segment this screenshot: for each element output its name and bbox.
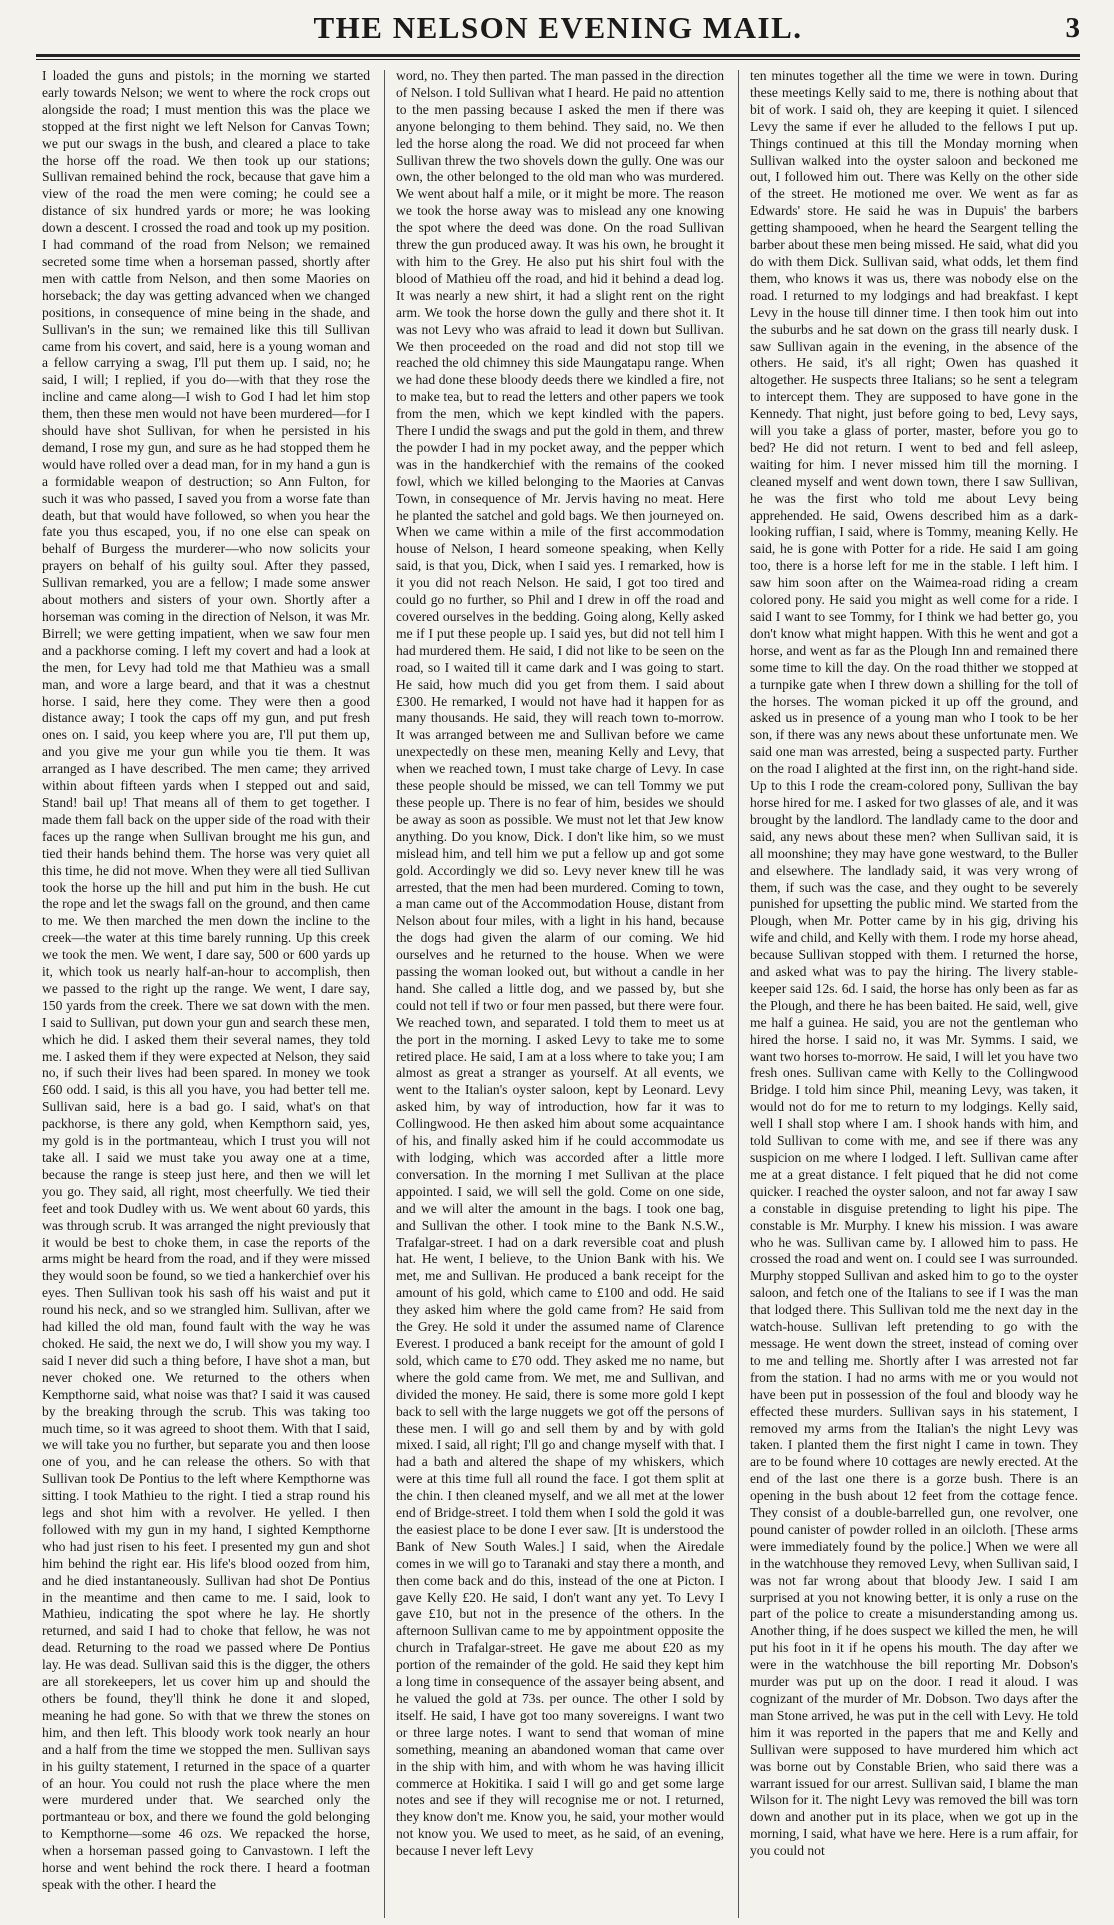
masthead-rule-thin [36,59,1080,60]
page-number: 3 [1065,12,1080,44]
newspaper-title: THE NELSON EVENING MAIL. [313,10,803,45]
masthead-rule-thick [36,54,1080,57]
column-2-text: word, no. They then parted. The man passed in the direction of Nelson. I told Sullivan what I heard. He paid no attention to the men passing because I asked the men if there was anyone belonging to them behind. They said, no. We then led the horse along the road. We did not proceed far when Sullivan threw the two shovels down the gully. One was our own, the other belonged to the old man who was murdered. We went about half a mile, or it might be more. The reason we took the horse away was to mislead any one knowing the spot where the deed was done. On the road Sullivan threw the gun produced away. It was his own, he brought it with him to the Grey. He also put his shirt foul with the blood of Mathieu off the road, and hid it behind a dead log. It was nearly a new shirt, it had a slight rent on the right arm. We took the horse down the gully and there shot it. It was not Levy who was afraid to lead it down but Sullivan. We then proceeded on the road and did not stop till we reached the old chimney this side Maungatapu range. When we had done these bloody deeds there we kindled a fire, not to make tea, but to read the letters and other papers we took from the men, which we kept kindled with the papers. There I undid the swags and put the gold in them, and threw the powder I had in my pocket away, and the pepper which was in the handkerchief with the remains of the cooked fowl, which we killed belonging to the Maories at Canvas Town, in consequence of Mr. Jervis having no meat. Here he planted the satchel and gold bags. We then journeyed on. When we came within a mile of the first accommodation house of Nelson, I heard someone speaking, when Kelly said, is that you, Dick, when I said yes. I remarked, how is it you did not reach Nelson. He said, I got too tired and could go no further, so Phil and I drew in off the road and covered ourselves in the bedding. Going along, Kelly asked me if I put these people up. I said yes, but did not tell him I had murdered them. He said, I did not like to be seen on the road, so I waited till it came dark and I was going to start. He said, how much did you get from them. I said about £300. He remarked, I would not have had it happen for as many thousands. He said, they will reach town to-morrow. It was arranged between me and Sullivan before we came unexpectedly on these men, meaning Kelly and Levy, that when we reached town, I must take charge of Levy. In case these people should be missed, we can tell Tommy we put these people up. There is no fear of him, besides we should be away as soon as possible. We must not let that Jew know anything. Do you know, Dick. I don't like him, so we must mislead him, and tell him we put a fellow up and got some gold. Accordingly we did so. Levy never knew till he was arrested, that the men had been murdered. Coming to town, a man came out of the Accommodation House, distant from Nelson about four miles, with a light in his hand, because the dogs had given the alarm of our coming. We hid ourselves and he returned to the house. When we were passing the woman looked out, but without a candle in her hand. She called a little dog, and we passed by, but she could not tell if two or four men passed, but there were four. We reached town, and separated. I told them to meet us at the port in the morning. I asked Levy to take me to some retired place. He said, I am at a loss where to take you; I am almost as great a stranger as yourself. At all events, we went to the Italian's oyster saloon, kept by Leonard. Levy asked him, by way of introduction, how far it was to Collingwood. He then asked him about some acquaintance of his, and finally asked him if he could accommodate us with lodging, which was accorded after a little more conversation. In the morning I met Sullivan at the place appointed. I said, we will sell the gold. Come on one side, and we will alter the amount in the bags. I took one bag, and Sullivan the other. I took mine to the Bank N.S.W., Trafalgar-street. I had on a dark reversible coat and plush hat. He went, I believe, to the Union Bank with his. We met, me and Sullivan. He produced a bank receipt for the amount of his gold, which came to £100 and odd. He said they asked him where the gold came from? He said from the Grey. He sold it under the assumed name of Clarence Everest. I produced a bank receipt for the amount of gold I sold, which came to £70 odd. They asked me no name, but where the gold came from. We met, me and Sullivan, and divided the money. He said, there is some more gold I kept back to sell with the large nuggets we got off the persons of these men. I will go and sell them by and by with gold mixed. I said, all right; I'll go and change myself with that. I had a bath and altered the shape of my whiskers, which were at this time full all round the face. I got them split at the chin. I then cleaned myself, and we all met at the lower end of Bridge-street. I told them when I sold the gold it was the easiest place to be done I ever saw. [It is understood the Bank of New South Wales.] I said, when the Airedale comes in we will go to Taranaki and stay there a month, and then come back and do this, instead of the one at Picton. I gave Kelly £20. He said, I don't want any yet. To Levy I gave £10, but not in the presence of the others. In the afternoon Sullivan came to me by appointment opposite the church in Trafalgar-street. He gave me about £20 as my portion of the remainder of the gold. He said they kept him a long time in consequence of the assayer being absent, and he valued the gold at 73s. per ounce. The other I sold by itself. He said, I have got too many sovereigns. I want two or three large notes. I want to send that woman of mine something, meaning an abandoned woman that came over in the ship with him, and with whom he was having illicit commerce at Hokitika. I said I will go and get some large notes and see if they will recognise me or not. I returned, they know don't me. Know you, he said, your mother would not know you. We used to meet, as he said, of an evening, because I never left Levy [396,68,724,1859]
column-1-text: I loaded the guns and pistols; in the morning we started early towards Nelson; we went to where the rock crops out alongside the road; I must mention this was the place we stopped at the first night we left Nelson for Canvas Town; we put our swags in the bush, and cleared a place to take the horse off the road. We then took up our stations; Sullivan remained behind the rock, because that gave him a view of the road the men were coming; he could see a distance of six hundred yards or more; he was looking down a descent. I crossed the road and took up my position. I had command of the road from Nelson; we remained secreted some time when a horseman passed, shortly after men with cattle from Nelson, and then some Maories on horseback; the day was getting advanced when we changed positions, in consequence of mine being in the shade, and Sullivan's in the sun; we remained like this till Sullivan came from his covert, and said, here is a young woman and a fellow carrying a swag, I'll put them up. I said, no; he said, I will; I replied, if you do—with that they rose the incline and came along—I wish to God I had let him stop them, then these men would not have been murdered—for I should have shot Sullivan, for when he persisted in his demand, I rose my gun, and sure as he had stopped them he would have rolled over a dead man, for in my hand a gun is a formidable weapon of destruction; so Ann Fulton, for such it was who passed, I saved you from a worse fate than death, but that would have followed, so when you hear the fate you thus escaped, you, if no one else can speak on behalf of Burgess the murderer—who now solicits your prayers on behalf of his guilty soul. After they passed, Sullivan remarked, you are a fellow; I made some answer about mothers and sisters of your own. Shortly after a horseman was coming in the direction of Nelson, it was Mr. Birrell; we were getting impatient, when we saw four men and a packhorse coming. I left my covert and had a look at the men, for Levy had told me that Mathieu was a small man, and wore a large beard, and that it was a chestnut horse. I said, here they come. They were then a good distance away; I took the caps off my gun, and put fresh ones on. I said, you keep where you are, I'll put them up, and you give me your gun while you tie them. It was arranged as I have described. The men came; they arrived within about fifteen yards when I stepped out and said, Stand! bail up! That means all of them to get together. I made them fall back on the upper side of the road with their faces up the range when Sullivan brought me his gun, and tied their hands behind them. The horse was very quiet all this time, he did not move. When they were all tied Sullivan took the horse up the hill and put him in the bush. He cut the rope and let the swags fall on the ground, and then came to me. We then marched the men down the incline to the creek—the water at this time barely running. Up this creek we took the men. We went, I dare say, 500 or 600 yards up it, which took us nearly half-an-hour to accomplish, then we passed to the right up the range. We went, I dare say, 150 yards from the creek. There we sat down with the men. I said to Sullivan, put down your gun and search these men, which he did. I asked them their several names, they told me. I asked them if they were expected at Nelson, they said no, if such their lives had been spared. In money we took £60 odd. I said, is this all you have, you had better tell me. Sullivan said, here is a bad go. I said, what's on that packhorse, is there any gold, when Kempthorn said, yes, my gold is in the portmanteau, which I trust you will not take all. I said we must take you away one at a time, because the range is steep just here, and then we will let you go. They said, all right, most cheerfully. We tied their feet and took Dudley with us. We went about 60 yards, this was through scrub. It was arranged the night previously that it would be best to choke them, in case the reports of the arms might be heard from the road, and if they were missed they would soon be found, so we tied a hankerchief over his eyes. Then Sullivan took his sash off his waist and put it round his neck, and so we strangled him. Sullivan, after we had killed the old man, found fault with the way he was choked. He said, the next we do, I will show you my way. I said I never did such a thing before, I have shot a man, but never choked one. We returned to the others when Kempthorne said, what noise was that? I said it was caused by the breaking through the scrub. This was taking too much time, so it was agreed to shoot them. With that I said, we will take you no further, but separate you and then loose one of you, and he can release the others. So with that Sullivan took De Pontius to the left where Kempthorne was sitting. I took Mathieu to the right. I tied a strap round his legs and shot him with a revolver. He yelled. I then followed with my gun in my hand, I sighted Kempthorne who had just risen to his feet. I presented my gun and shot him behind the right ear. His life's blood oozed from him, and he died instantaneously. Sullivan had shot De Pontius in the meantime and then came to me. I said, look to Mathieu, indicating the spot where he lay. He shortly returned, and said I had to choke that fellow, he was not dead. Returning to the road we passed where De Pontius lay. He was dead. Sullivan said this is the digger, the others are all storekeepers, let us cover him up and should the others be found, they'll think he done it and sloped, meaning he had gone. So with that we threw the stones on him, and then left. This bloody work took nearly an hour and a half from the time we stopped the men. Sullivan says in his guilty statement, I returned in the space of a quarter of an hour. You could not rush the place where the men were murdered under that. We searched only the portmanteau or box, and there we found the gold belonging to Kempthorne—some 46 ozs. We repacked the horse, when a horseman passed going to Canvastown. I left the horse and went behind the rock there. I heard a footman speak with the other. I heard the [42,68,370,1892]
article-columns [42,68,1078,1920]
masthead [36,8,1080,54]
column-1 [42,68,370,1920]
column-3-text: ten minutes together all the time we were in town. During these meetings Kelly said to me, there is nothing about that bit of work. I said oh, they are keeping it quiet. I silenced Levy the same if ever he alluded to the fellows I put up. Things continued at this till the Monday morning when Sullivan walked into the oyster saloon and beckoned me out, I followed him out. There was Kelly on the other side of the street. He motioned me over. We went as far as Edwards' store. He said he was in Dupuis' the barbers getting shampooed, when he heard the Seargent telling the barber about these men being missed. He said, what did you do with them Dick. Sullivan said, what odds, let them find them, who knows it was us, there was nobody else on the road. I returned to my lodgings and had breakfast. I kept Levy in the house till dinner time. I then took him out into the suburbs and he sat down on the grass till nearly dusk. I saw Sullivan again in the evening, in the absence of the others. He said, it's all right; Owen has quashed it altogether. He suspects three Italians; so he sent a telegram to intercept them. They are supposed to have gone in the Kennedy. That night, just before going to bed, Levy says, will you take a glass of porter, master, before you go to bed? He did not return. I went to bed and fell asleep, waiting for him. I never missed him till the morning. I cleaned myself and went down town, there I saw Sullivan, he was the first who told me about Levy being apprehended. He said, Owens described him as a dark-looking ruffian, I said, where is Tommy, meaning Kelly. He said, he is gone with Potter for a ride. He said I am going too, there is a horse left for me in the stable. I left him. I saw him soon after on the Waimea-road riding a cream colored pony. He said you might as well come for a ride. I said I want to see Tommy, for I think we had better go, you don't know what might happen. With this he went and got a horse, and went as far as the Plough Inn and remained there some time to kill the day. On the road thither we stopped at a turnpike gate when I threw down a shilling for the toll of the horses. The woman picked it up off the ground, and asked us in presence of a young man who I took to be her son, if there was any news about these unfortunate men. We said one man was arrested, being a suspected party. Further on the road I alighted at the first inn, on the right-hand side. Up to this I rode the cream-colored pony, Sullivan the bay horse hired for me. I asked for two glasses of ale, and it was brought by the landlord. The landlady came to the door and said, any news about these men? when Sullivan said, it is all moonshine; they may have gone westward, to the Buller and elsewhere. The landlady said, it was very wrong of them, if such was the case, and they ought to be severely punished for upsetting the public mind. We started from the Plough, when Mr. Potter came by in his gig, driving his wife and child, and Kelly with them. I rode my horse ahead, because Sullivan stopped with them. I returned the horse, and asked what was to pay the hiring. The livery stable-keeper said 12s. 6d. I said, the horse has only been as far as the Plough, and there he has been baited. He said, well, give me half a guinea. He said, you are not the gentleman who hired the horse. I said no, it was Mr. Symms. I said, we want two horses to-morrow. He said, I will let you have two fresh ones. Sullivan came with Kelly to the Collingwood Bridge. I told him since Phil, meaning Levy, was taken, it would not do for me to return to my lodgings. Kelly said, well I shall stop where I am. I shook hands with him, and told Sullivan to come with me, and see if there was any suspicion on me where I lodged. I left. Sullivan came after me at a great distance. I felt piqued that he did not come quicker. I reached the oyster saloon, and not far away I saw a constable in disguise pretending to light his pipe. The constable is Mr. Murphy. I knew his mission. I was aware who he was. Sullivan came by. I allowed him to pass. He crossed the road and went on. I could see I was surrounded. Murphy stopped Sullivan and asked him to go to the oyster saloon, and fetch one of the Italians to see if I was the man that lodged there. This Sullivan told me the next day in the watch-house. Sullivan left pretending to go with the message. He went down the street, instead of coming over to me and telling me. Shortly after I was arrested not far from the station. I had no arms with me or you would not have been put in possession of the foul and bloody way he effected these murders. Sullivan says in his statement, I removed my arms from the Italian's the night Levy was taken. I planted them the first night I came in town. They are to be found where 10 cottages are newly erected. At the end of the last one there is a gorze bush. There is an opening in the bush about 12 feet from the cottage fence. They consist of a double-barrelled gun, one revolver, one pound canister of powder rolled in an oilcloth. [These arms were immediately found by the police.] When we were all in the watchhouse they removed Levy, when Sullivan said, I was not far wrong about that bloody Jew. I said I am surprised at you not knowing better, it is only a ruse on the part of the police to create a misunderstanding among us. Another thing, if he does suspect we killed the men, he will put his foot in it if he opens his mouth. The day after we were in the watchhouse the bill reporting Mr. Dobson's murder was put up on the door. I read it aloud. I was cognizant of the murder of Mr. Dobson. Two days after the man Stone arrived, he was put in the cell with Levy. He told him it was reported in the papers that me and Kelly and Sullivan were supposed to have murdered him which act was borne out by Constable Brien, who said there was a warrant issued for our arrest. Sullivan said, I blame the man Wilson for it. The night Levy was removed the bill was torn down and another put in its place, when we got up in the morning, I said, what have we here. Here is a rum affair, for you could not [750,68,1078,1859]
column-3 [750,68,1078,1920]
column-2 [396,68,724,1920]
